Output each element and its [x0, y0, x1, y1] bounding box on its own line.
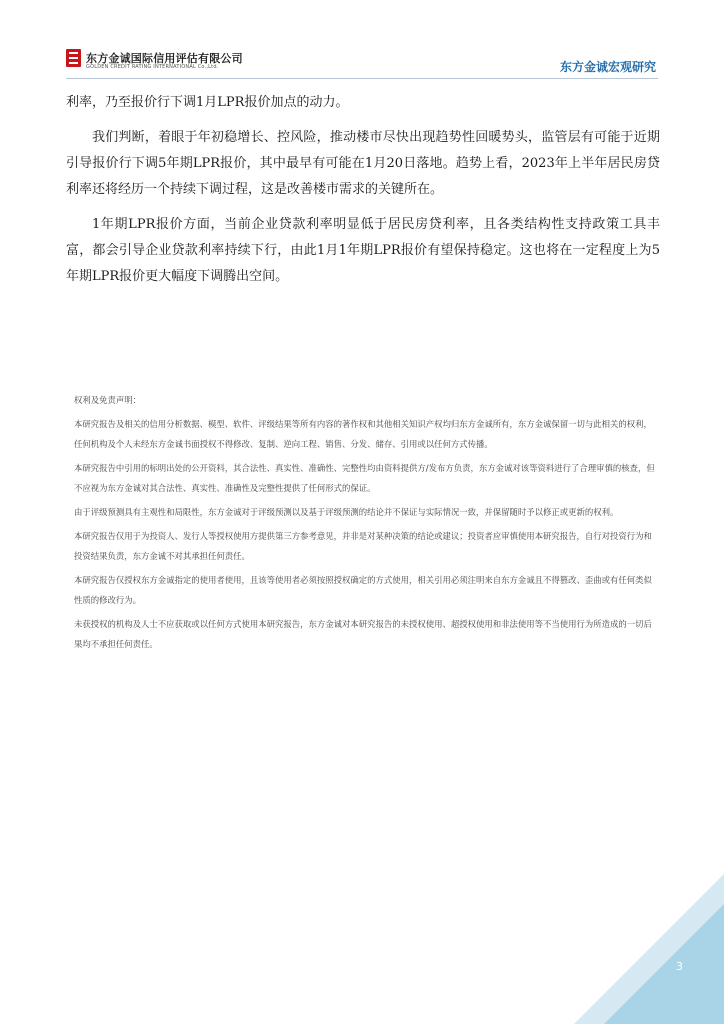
disclaimer-section [74, 390, 659, 658]
company-name-cn: 东方金诚国际信用评估有限公司 [86, 52, 243, 65]
main-body [66, 90, 660, 299]
disclaimer-item: 本研究报告中引用的标明出处的公开资料，其合法性、真实性、准确性、完整性均由资料提供方/发布方负责，东方金诚对该等资料进行了合理审慎的核查，但不应视为东方金诚对其合法性、真实性、准确性及完整性提供了任何形式的保证。 [74, 463, 655, 493]
paragraph-3: 1年期LPR报价方面，当前企业贷款利率明显低于居民房贷利率，且各类结构性支持政策工具丰富，都会引导企业贷款利率持续下行，由此1月1年期LPR报价有望保持稳定。这也将在一定程度上为5年期LPR报价更大幅度下调腾出空间。 [66, 217, 660, 284]
disclaimer-item: 本研究报告及相关的信用分析数据、模型、软件、评级结果等所有内容的著作权和其他相关知识产权均归东方金诚所有，东方金诚保留一切与此相关的权利，任何机构及个人未经东方金诚书面授权不得修改、复制、逆向工程、销售、分发、储存、引用或以任何方式传播。 [74, 419, 652, 449]
disclaimer-item: 由于评级预测具有主观性和局限性，东方金诚对于评级预测以及基于评级预测的结论并不保证与实际情况一致，并保留随时予以修正或更新的权利。 [74, 507, 619, 517]
disclaimer-item: 本研究报告仅用于为投资人、发行人等授权使用方提供第三方参考意见，并非是对某种决策的结论或建议；投资者应审慎使用本研究报告，自行对投资行为和投资结果负责，东方金诚不对其承担任何责任。 [74, 531, 652, 561]
corner-decoration [534, 874, 724, 1024]
company-logo [66, 49, 81, 67]
paragraph-1: 利率，乃至报价行下调1月LPR报价加点的动力。 [66, 95, 349, 110]
paragraph-2: 我们判断，着眼于年初稳增长、控风险，推动楼市尽快出现趋势性回暖势头，监管层有可能于近期引导报价行下调5年期LPR报价，其中最早有可能在1月20日落地。趋势上看，2023年上半年居民房贷利率还将经历一个持续下调过程，这是改善楼市需求的关键所在。 [66, 130, 660, 197]
page-header [0, 0, 724, 80]
corner-triangle-dark [604, 904, 724, 1024]
section-title: 东方金诚宏观研究 [559, 60, 656, 74]
page-number: 3 [676, 960, 683, 973]
company-name-en: GOLDEN CREDIT RATING INTERNATIONAL Co.,Ltd. [86, 64, 219, 70]
header-divider [66, 78, 658, 79]
disclaimer-item: 未获授权的机构及人士不应获取或以任何方式使用本研究报告，东方金诚对本研究报告的未授权使用、超授权使用和非法使用等不当使用行为所造成的一切后果均不承担任何责任。 [74, 619, 652, 649]
disclaimer-title: 权利及免责声明： [74, 395, 141, 405]
disclaimer-item: 本研究报告仅授权东方金诚指定的使用者使用，且该等使用者必须按照授权确定的方式使用，相关引用必须注明来自东方金诚且不得篡改、歪曲或有任何类似性质的修改行为。 [74, 575, 652, 605]
